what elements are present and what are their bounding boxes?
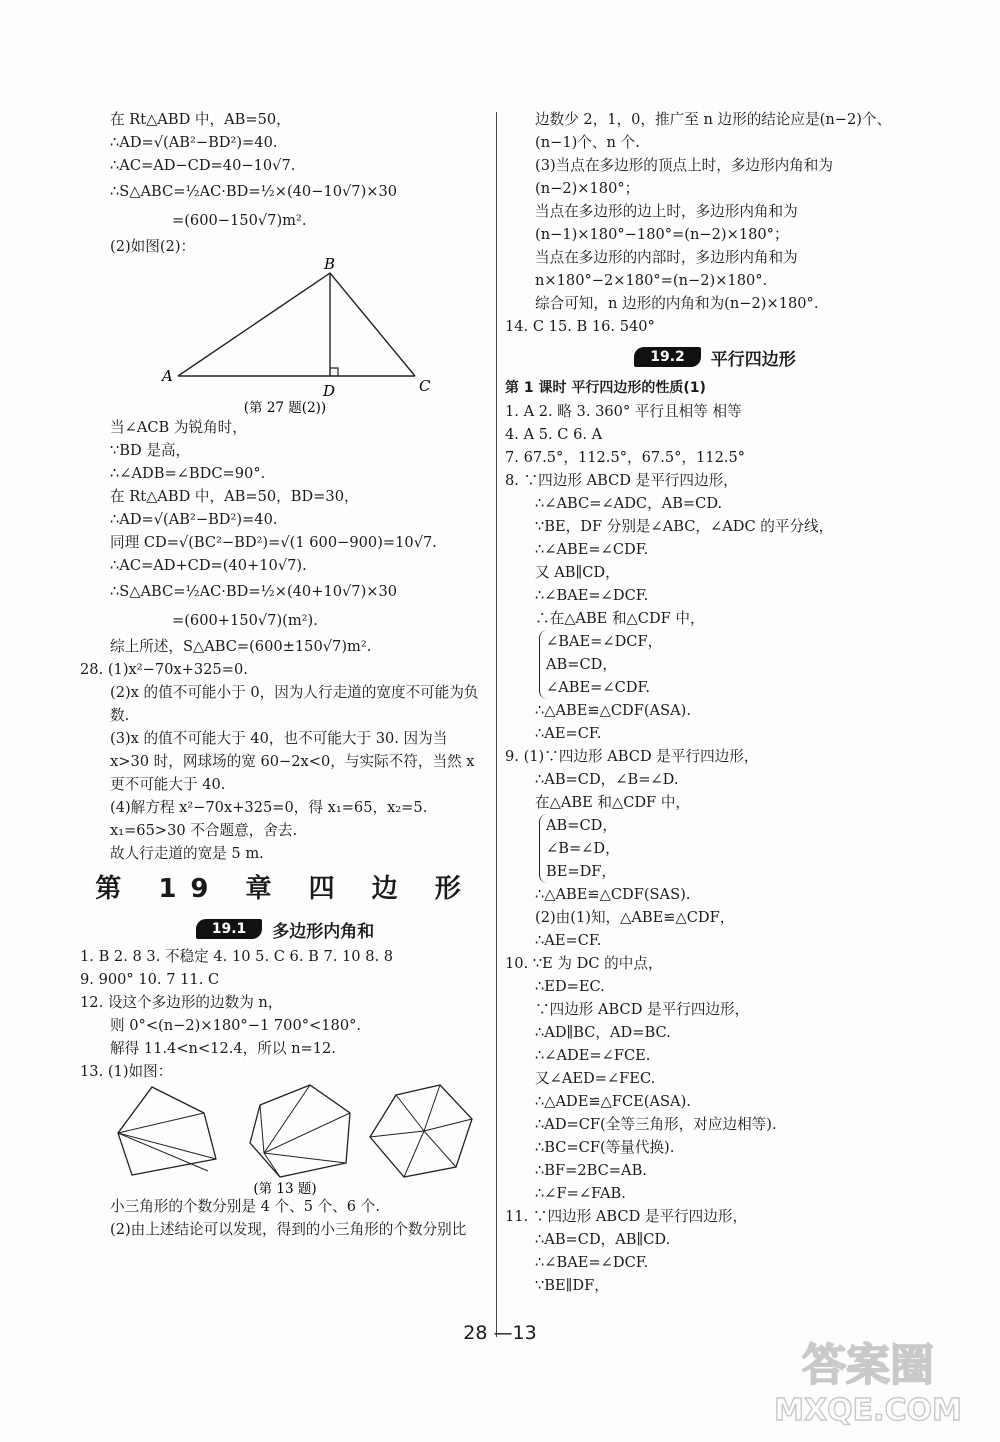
question-9: 9. (1)∵四边形 ABCD 是平行四边形，	[505, 748, 759, 765]
text-line: ∠BAE=∠DCF，	[546, 633, 663, 650]
text-line: n×180°−2×180°=(n−2)×180°.	[535, 272, 768, 289]
text-line: 故人行走道的宽是 5 m.	[110, 845, 264, 862]
text-line: ∴BC=CF(等量代换).	[535, 1139, 675, 1156]
text-line: ∴△ABE≌△CDF(ASA).	[535, 702, 691, 719]
text-line: ∴AE=CF.	[535, 932, 602, 949]
question-28: 28. (1)x²−70x+325=0.	[80, 661, 248, 678]
question-10: 10. ∵E 为 DC 的中点，	[505, 955, 663, 972]
text-line: ∠ABE=∠CDF.	[546, 679, 650, 696]
text-line: ∴AD∥BC，AD=BC.	[535, 1024, 671, 1041]
text-line: ∵BE∥DF，	[535, 1277, 609, 1294]
column-divider	[496, 112, 497, 1337]
text-line: 小三角形的个数分别是 4 个、5 个、6 个.	[110, 1198, 380, 1215]
text-line: (3)当点在多边形的顶点上时，多边形内角和为(n−2)×180°；	[535, 157, 833, 197]
text-line: 则 0°<(n−2)×180°−1 700°<180°.	[110, 1017, 362, 1034]
text-line: (4)解方程 x²−70x+325=0，得 x₁=65，x₂=5.	[110, 799, 428, 816]
question-11: 11. ∵四边形 ABCD 是平行四边形，	[505, 1208, 748, 1225]
text-line: ∴AD=√(AB²−BD²)=40.	[110, 134, 278, 151]
text-line: ∴∠BAE=∠DCF.	[535, 1254, 649, 1271]
text-line: ∴ED=EC.	[535, 978, 605, 995]
vertex-label-C: C	[419, 377, 431, 395]
text-line: ∴AC=AD+CD=(40+10√7).	[110, 557, 307, 574]
right-column	[505, 108, 925, 1297]
text-line: 综合可知，n 边形的内角和为(n−2)×180°.	[535, 295, 819, 312]
text-line: ∴∠ADB=∠BDC=90°.	[110, 465, 266, 482]
chapter-title: 第 19 章 四 边 形	[95, 874, 475, 904]
watermark-logo	[758, 1328, 978, 1428]
text-line: ∴BF=2BC=AB.	[535, 1162, 647, 1179]
text-line: ∠B=∠D，	[546, 840, 620, 857]
brace-group	[539, 814, 925, 883]
left-column	[80, 108, 490, 1241]
answer-line: 1. B 2. 8 3. 不稳定 4. 10 5. C 6. B 7. 10 8. 8	[80, 948, 394, 965]
text-line: (2)x 的值不可能小于 0，因为人行走道的宽度不可能为负数.	[110, 684, 479, 724]
watermark-url: MXQE.COM	[774, 1393, 962, 1428]
text-line: AB=CD，	[546, 656, 617, 673]
figure-27-2	[80, 258, 490, 416]
text-line: 同理 CD=√(BC²−BD²)=√(1 600−900)=10√7.	[110, 534, 437, 551]
polygon-diagrams	[80, 1083, 490, 1195]
text-line: 在 Rt△ABD 中，AB=50，	[110, 111, 291, 128]
triangle-diagram	[80, 258, 490, 416]
text-line: 综上所述，S△ABC=(600±150√7)m².	[110, 638, 372, 655]
figure-caption: (第 13 题)	[253, 1181, 317, 1195]
text-line: 在△ABE 和△CDF 中，	[535, 794, 691, 811]
question-12: 12. 设这个多边形的边数为 n，	[80, 994, 283, 1011]
section-badge: 19.2	[634, 347, 701, 367]
text-line: AB=CD，	[546, 817, 617, 834]
text-line: ∴AE=CF.	[535, 725, 602, 742]
answer-line: 4. A 5. C 6. A	[505, 426, 603, 443]
text-line: BE=DF，	[546, 863, 617, 880]
text-line: 当∠ACB 为锐角时，	[110, 419, 247, 436]
answer-line: 1. A 2. 略 3. 360° 平行且相等 相等	[505, 403, 742, 420]
text-line: ∴在△ABE 和△CDF 中，	[535, 610, 705, 627]
text-line: ∴AD=CF(全等三角形，对应边相等).	[535, 1116, 777, 1133]
text-line: 又 AB∥CD，	[535, 564, 620, 581]
section-title: 多边形内角和	[272, 921, 375, 942]
text-line: =(600+150√7)(m²).	[172, 612, 318, 629]
text-line: 解得 11.4<n<12.4，所以 n=12.	[110, 1040, 336, 1057]
text-line: ∴AB=CD，∠B=∠D.	[535, 771, 679, 788]
text-line: ∴∠ADE=∠FCE.	[535, 1047, 651, 1064]
question-8: 8. ∵四边形 ABCD 是平行四边形，	[505, 472, 738, 489]
answer-line: 9. 900° 10. 7 11. C	[80, 971, 220, 988]
text-line: ∴∠ABC=∠ADC，AB=CD.	[535, 495, 723, 512]
text-line: 在 Rt△ABD 中，AB=50，BD=30，	[110, 488, 359, 505]
text-line: 边数少 2，1，0，推广至 n 边形的结论应是(n−2)个、(n−1)个、n 个.	[535, 111, 892, 151]
text-line: =(600−150√7)m².	[172, 212, 307, 229]
text-line: ∴S△ABC=½AC·BD=½×(40+10√7)×30	[110, 583, 398, 600]
page-number: 28 —13	[463, 1322, 537, 1344]
text-line: ∴△ABE≌△CDF(SAS).	[535, 886, 691, 903]
section-header-19-2	[505, 341, 925, 373]
section-badge: 19.1	[196, 919, 263, 939]
text-line: ∴∠ABE=∠CDF.	[535, 541, 649, 558]
figure-13	[80, 1083, 490, 1195]
text-line: ∴∠F=∠FAB.	[535, 1185, 626, 1202]
text-line: ∴△ADE≌△FCE(ASA).	[535, 1093, 691, 1110]
text-line: 又∠AED=∠FEC.	[535, 1070, 656, 1087]
text-line: 当点在多边形的内部时，多边形内角和为	[535, 249, 798, 266]
section-title: 平行四边形	[710, 349, 796, 370]
text-line: x₁=65>30 不合题意，舍去.	[110, 822, 298, 839]
section-header-19-1	[80, 913, 490, 945]
vertex-label-A: A	[162, 367, 173, 385]
text-line: ∴∠BAE=∠DCF.	[535, 587, 649, 604]
text-line: (2)由(1)知，△ABE≌△CDF，	[535, 909, 735, 926]
text-line: (n−1)×180°−180°=(n−2)×180°；	[535, 226, 789, 243]
lesson-title: 第 1 课时 平行四边形的性质(1)	[505, 380, 706, 396]
text-line: ∴S△ABC=½AC·BD=½×(40−10√7)×30	[110, 183, 398, 200]
text-line: ∵BD 是高，	[110, 442, 191, 459]
answer-line: 14. C 15. B 16. 540°	[505, 318, 655, 335]
text-line: (2)由上述结论可以发现，得到的小三角形的个数分别比	[110, 1221, 467, 1238]
brace-group	[539, 630, 925, 699]
text-line: 当点在多边形的边上时，多边形内角和为	[535, 203, 798, 220]
vertex-label-B: B	[324, 258, 336, 273]
text-line: ∴AC=AD−CD=40−10√7.	[110, 157, 296, 174]
answer-line: 7. 67.5°，112.5°，67.5°，112.5°	[505, 449, 746, 466]
watermark-text: 答案圈	[802, 1340, 934, 1391]
text-line: ∴AB=CD，AB∥CD.	[535, 1231, 671, 1248]
question-13: 13. (1)如图：	[80, 1063, 173, 1080]
vertex-label-D: D	[323, 382, 336, 400]
figure-caption: (第 27 题(2))	[243, 400, 327, 416]
text-line: ∵BE，DF 分别是∠ABC，∠ADC 的平分线，	[535, 518, 834, 535]
text-line: (2)如图(2)：	[110, 238, 196, 255]
text-line: ∵四边形 ABCD 是平行四边形，	[535, 1001, 750, 1018]
text-line: ∴AD=√(AB²−BD²)=40.	[110, 511, 278, 528]
text-line: (3)x 的值不可能大于 40，也不可能大于 30. 因为当 x>30 时，网球场的宽 60−2x<0，与实际不符，当然 x 更不可能大于 40.	[110, 730, 475, 793]
